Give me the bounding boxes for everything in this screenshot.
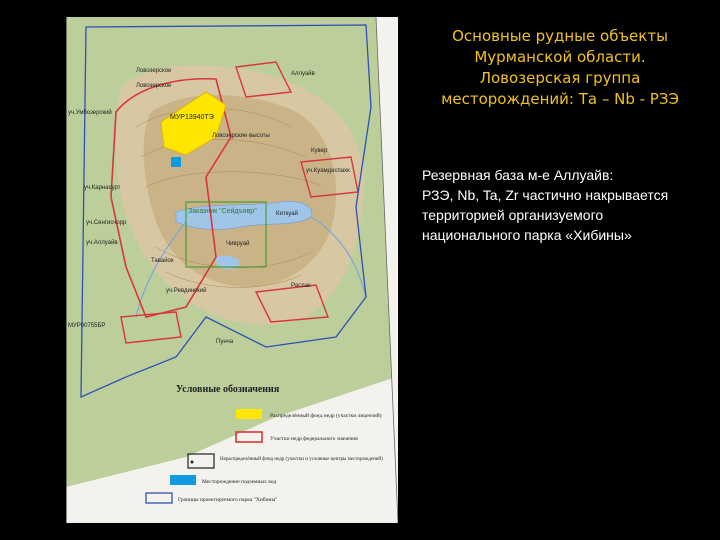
map-label: Тавайок — [151, 258, 174, 264]
legend-title: Условные обозначения — [176, 384, 280, 395]
legend-text: Участки недр федерального значения — [270, 436, 358, 442]
legend-point-icon — [191, 461, 194, 464]
map-label: МУР00755БР — [68, 323, 106, 329]
note-line: национального парка «Хибины» — [422, 227, 632, 243]
title-line: Ловозерская группа — [479, 69, 641, 87]
map-label: уч.Куамдеспахк — [306, 168, 350, 174]
legend-text: Границы проектируемого парка "Хибины" — [178, 497, 278, 503]
map-label: Кувер — [311, 148, 328, 154]
legend-text: Месторождение подземных вод — [202, 479, 277, 485]
map-label: уч.Сенгисчорр — [86, 220, 127, 226]
slide-note — [422, 165, 707, 245]
map-label: Пунча — [216, 339, 234, 345]
map-label: Киткуай — [276, 211, 298, 217]
map-label: Аллуайв — [291, 71, 315, 77]
note-line: территорией организуемого — [422, 207, 604, 223]
map-label: уч.Карнасурт — [84, 185, 121, 191]
map-label: Чивруай — [226, 241, 250, 247]
slide-title — [420, 26, 700, 110]
map-label: Раслак — [291, 283, 311, 289]
map-label: уч.Ревдинский — [166, 288, 207, 294]
map-label: Ловозерские высоты — [212, 133, 270, 139]
map-label: Ловозерское — [136, 68, 172, 74]
legend-swatch-groundwater — [170, 475, 196, 485]
legend-text: Нераспределённый фонд недр (участки и условные центры месторождений) — [220, 457, 383, 462]
map-label: МУР13940ТЭ — [170, 114, 214, 121]
title-line: Основные рудные объекты — [452, 27, 668, 45]
map-label: Заказник "Сейдъявр" — [188, 208, 257, 215]
title-line: месторождений: Та – Nb - РЗЭ — [441, 90, 679, 108]
note-line: Резервная база м-е Аллуайв: — [422, 167, 614, 183]
map-label: уч.Аллуайв — [86, 240, 118, 246]
groundwater-deposit — [171, 157, 181, 167]
legend-swatch-license — [236, 409, 262, 419]
legend-text: Распределённый фонд недр (участки лицензий) — [270, 413, 382, 419]
map-label: Ловозерское — [136, 83, 172, 89]
title-line: Мурманской области. — [474, 48, 646, 66]
map-label: уч.Умбозерский — [68, 110, 112, 116]
deposit-map — [66, 17, 398, 523]
note-line: РЗЭ, Nb, Ta, Zr частично накрывается — [422, 187, 669, 203]
